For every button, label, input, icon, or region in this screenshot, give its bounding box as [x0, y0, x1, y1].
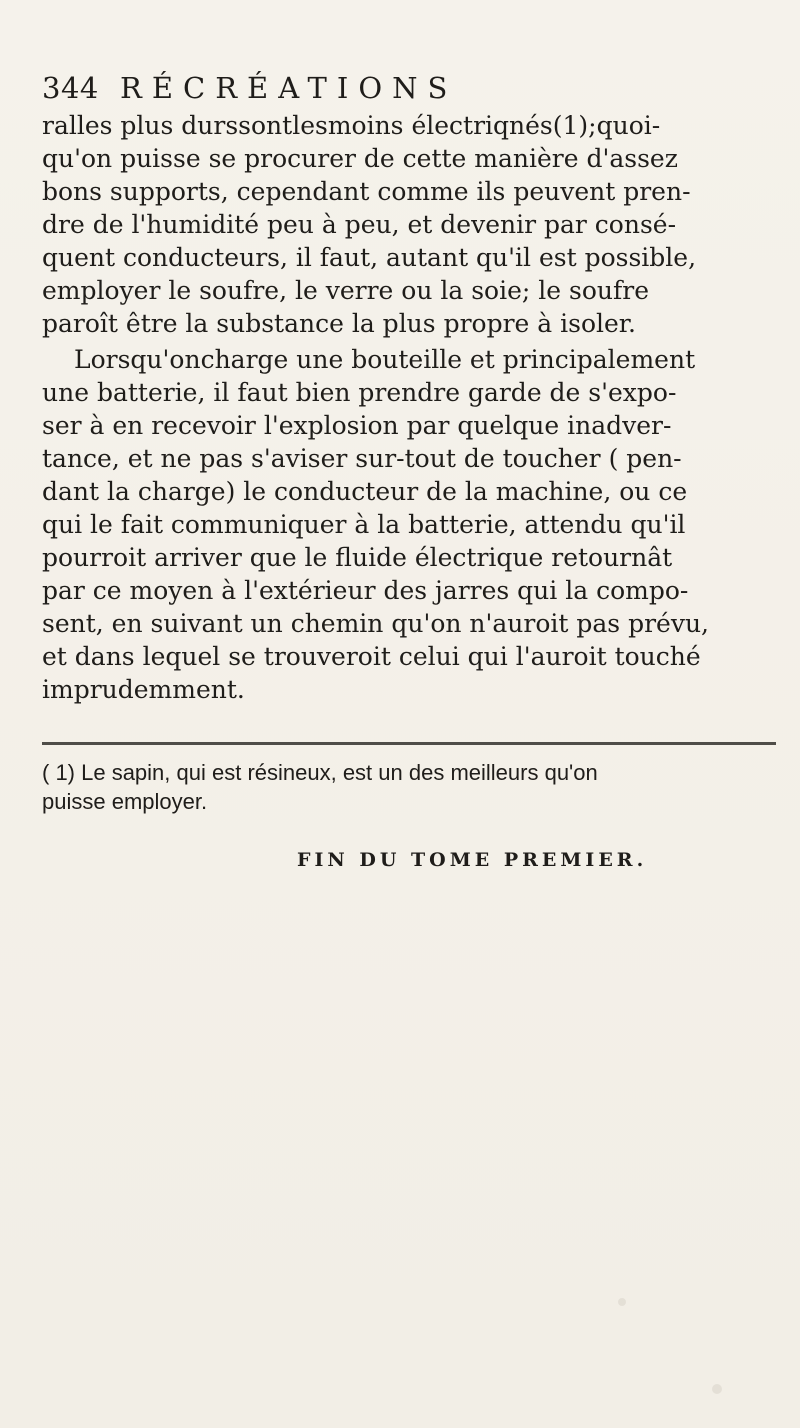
text-line: imprudemment.	[42, 675, 245, 704]
page-number: 344	[42, 71, 99, 105]
running-title: RÉCRÉATIONS	[120, 71, 458, 105]
footnote-separator	[42, 742, 776, 745]
text-line: sent, en suivant un chemin qu'on n'auroit pas prévu,	[42, 609, 710, 638]
text-line: ser à en recevoir l'explosion par quelque inadver-	[42, 411, 672, 440]
text-line: tance, et ne pas s'aviser sur-tout de toucher ( pen-	[42, 444, 682, 473]
text-line: une batterie, il faut bien prendre garde de s'expo-	[42, 378, 677, 407]
text-line: bons supports, cependant comme ils peuvent pren-	[42, 177, 691, 206]
text-line: qui le fait communiquer à la batterie, attendu qu'il	[42, 510, 686, 539]
text-line: paroît être la substance la plus propre à isoler.	[42, 309, 636, 338]
paper-stain	[712, 1384, 722, 1394]
text-line: et dans lequel se trouveroit celui qui l'auroit touché	[42, 642, 701, 671]
text-line: Lorsqu'oncharge une bouteille et principalement	[74, 345, 696, 374]
text-line: quent conducteurs, il faut, autant qu'il est possible,	[42, 243, 697, 272]
end-of-volume-label: FIN DU TOME PREMIER.	[297, 849, 648, 871]
text-line: pourroit arriver que le fluide électrique retournât	[42, 543, 673, 572]
footnote-line: ( 1) Le sapin, qui est résineux, est un des meilleurs qu'on	[42, 760, 598, 785]
text-line: employer le soufre, le verre ou la soie; le soufre	[42, 276, 649, 305]
text-line: dant la charge) le conducteur de la machine, ou ce	[42, 477, 688, 506]
text-line: ralles plus durssontlesmoins électriqnés(1);quoi-	[42, 111, 661, 140]
text-line: par ce moyen à l'extérieur des jarres qui la compo-	[42, 576, 689, 605]
text-line: qu'on puisse se procurer de cette manière d'assez	[42, 144, 678, 173]
footnote-line: puisse employer.	[42, 789, 208, 814]
text-line: dre de l'humidité peu à peu, et devenir par consé-	[42, 210, 677, 239]
page-header	[42, 70, 762, 110]
paper-stain	[618, 1298, 626, 1306]
